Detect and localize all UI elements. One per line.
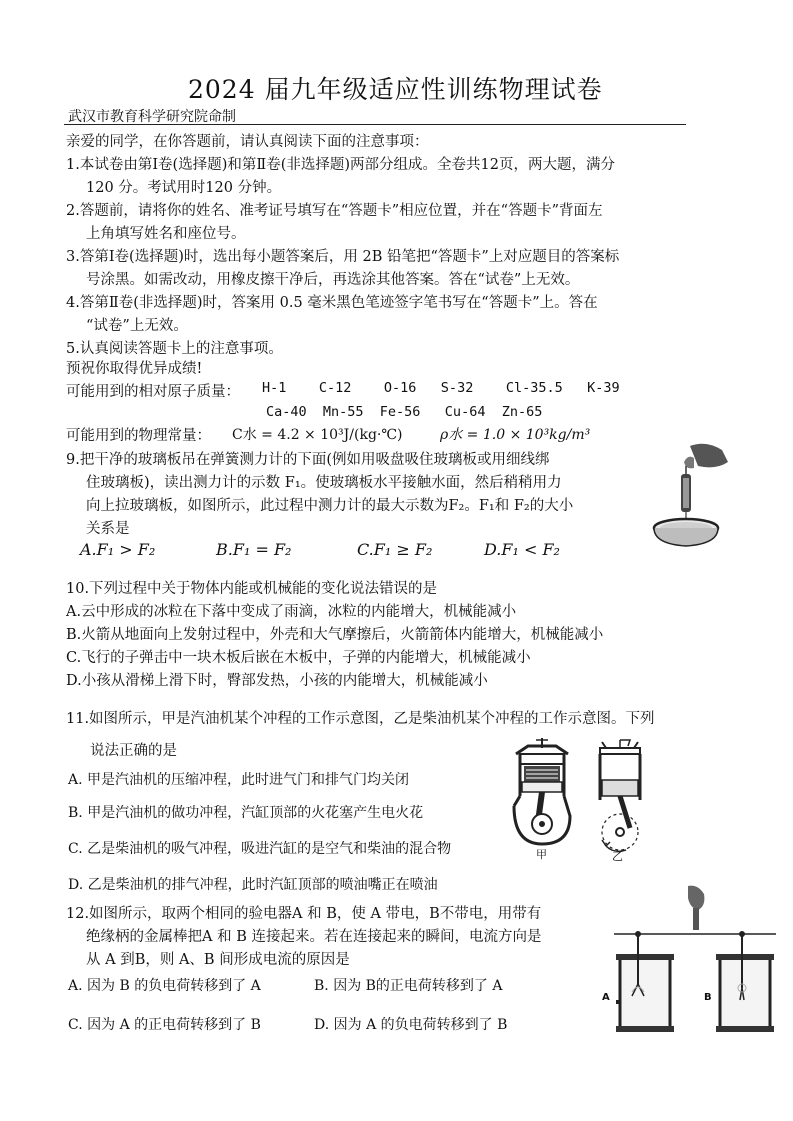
q12-option-b: B. 因为 B的正电荷转移到了 A xyxy=(314,978,503,994)
physics-constants-label: 可能用到的物理常量： xyxy=(66,428,211,444)
q9-option-b: B.F₁ = F₂ xyxy=(216,540,292,559)
paper-title: 2024 届九年级适应性训练物理试卷 xyxy=(188,75,603,104)
q12-stem-line-1: 12.如图所示，取两个相同的验电器A 和 B，使 A 带电，B不带电，用带有 xyxy=(66,906,542,922)
q9-option-d: D.F₁ < F₂ xyxy=(484,540,560,559)
q12-option-d: D. 因为 A 的负电荷转移到了 B xyxy=(314,1017,508,1033)
q10-stem: 10.下列过程中关于物体内能或机械能的变化说法错误的是 xyxy=(66,581,438,597)
water-density: ρ水 = 1.0 × 10³kg/m³ xyxy=(440,427,591,443)
q11-stem-line-1: 11.如图所示，甲是汽油机某个冲程的工作示意图，乙是柴油机某个冲程的工作示意图。下列 xyxy=(66,711,655,727)
q11-option-a: A. 甲是汽油机的压缩冲程，此时进气门和排气门均关闭 xyxy=(68,772,410,788)
q11-stem-line-2: 说法正确的是 xyxy=(90,743,177,759)
notice-item-2-cont: 上角填写姓名和座位号。 xyxy=(86,226,246,242)
q12-figure-label-b: B xyxy=(704,992,712,1003)
water-specific-heat: C水 = 4.2 × 10³J/(kg·℃) xyxy=(232,427,403,443)
q12-option-c: C. 因为 A 的正电荷转移到了 B xyxy=(68,1017,261,1033)
notice-item-1: 1.本试卷由第Ⅰ卷(选择题)和第Ⅱ卷(非选择题)两部分组成。全卷共12页，两大题，满分 xyxy=(66,157,615,173)
header-rule xyxy=(64,124,686,125)
q12-stem-line-2: 绝缘柄的金属棒把A 和 B 连接起来。若在连接起来的瞬间，电流方向是 xyxy=(86,929,542,945)
q10-option-b: B.火箭从地面向上发射过程中，外壳和大气摩擦后，火箭箭体内能增大，机械能减小 xyxy=(66,627,604,643)
q9-figure-spring-scale xyxy=(650,440,730,555)
notice-greeting: 亲爱的同学，在你答题前，请认真阅读下面的注意事项： xyxy=(66,134,429,150)
notice-wish: 预祝你取得优异成绩! xyxy=(66,361,203,377)
q9-stem-line-3: 向上拉玻璃板，如图所示，此过程中测力计的最大示数为F₂。F₁和 F₂的大小 xyxy=(86,498,574,514)
q10-option-d: D.小孩从滑梯上滑下时，臀部发热，小孩的内能增大，机械能减小 xyxy=(66,673,488,689)
notice-item-4: 4.答第Ⅱ卷(非选择题)时，答案用 0.5 毫米黑色笔迹签字笔书写在“答题卡”上。答在 xyxy=(66,295,598,311)
q9-stem-line-4: 关系是 xyxy=(86,521,130,537)
q11-figure-engine-strokes xyxy=(510,736,660,862)
q12-stem-line-3: 从 A 到B，则 A、B 间形成电流的原因是 xyxy=(86,952,350,968)
notice-item-4-cont: “试卷”上无效。 xyxy=(86,318,188,334)
q9-option-a: A.F₁ > F₂ xyxy=(80,540,156,559)
q9-stem-line-2: 住玻璃板)，读出测力计的示数 F₁。使玻璃板水平接触水面，然后稍稍用力 xyxy=(86,475,562,491)
q12-figure-label-a: A xyxy=(602,992,610,1003)
q9-stem-line-1: 9.把干净的玻璃板吊在弹簧测力计的下面(例如用吸盘吸住玻璃板或用细线绑 xyxy=(66,452,550,468)
q11-option-d: D. 乙是柴油机的排气冲程，此时汽缸顶部的喷油嘴正在喷油 xyxy=(68,877,438,893)
atomic-mass-row-1: H-1 C-12 O-16 S-32 Cl-35.5 K-39 xyxy=(262,380,620,396)
q11-option-b: B. 甲是汽油机的做功冲程，汽缸顶部的火花塞产生电火花 xyxy=(68,805,424,821)
notice-item-5: 5.认真阅读答题卡上的注意事项。 xyxy=(66,341,283,357)
q12-figure-electroscopes xyxy=(600,884,786,1040)
q10-option-c: C.飞行的子弹击中一块木板后嵌在木板中，子弹的内能增大，机械能减小 xyxy=(66,650,531,666)
q9-option-c: C.F₁ ≥ F₂ xyxy=(357,540,433,559)
publisher: 武汉市教育科学研究院命制 xyxy=(68,109,236,125)
q11-option-c: C. 乙是柴油机的吸气冲程，吸进汽缸的是空气和柴油的混合物 xyxy=(68,841,452,857)
notice-item-3-cont: 号涂黑。如需改动，用橡皮擦干净后，再选涂其他答案。答在“试卷”上无效。 xyxy=(86,272,580,288)
atomic-mass-row-2: Ca-40 Mn-55 Fe-56 Cu-64 Zn-65 xyxy=(266,404,543,420)
q11-figure-label-jia: 甲 xyxy=(536,848,547,861)
q11-figure-label-yi: 乙 xyxy=(612,850,623,862)
q12-option-a: A. 因为 B 的负电荷转移到了 A xyxy=(68,978,261,994)
notice-item-3: 3.答第Ⅰ卷(选择题)时，选出每小题答案后，用 2B 铅笔把“答题卡”上对应题目的答案标 xyxy=(66,249,620,265)
atomic-mass-label: 可能用到的相对原子质量： xyxy=(66,384,240,400)
notice-item-1-cont: 120 分。考试用时120 分钟。 xyxy=(86,180,282,196)
notice-item-2: 2.答题前，请将你的姓名、准考证号填写在“答题卡”相应位置，并在“答题卡”背面左 xyxy=(66,203,603,219)
q10-option-a: A.云中形成的冰粒在下落中变成了雨滴，冰粒的内能增大，机械能减小 xyxy=(66,604,517,620)
